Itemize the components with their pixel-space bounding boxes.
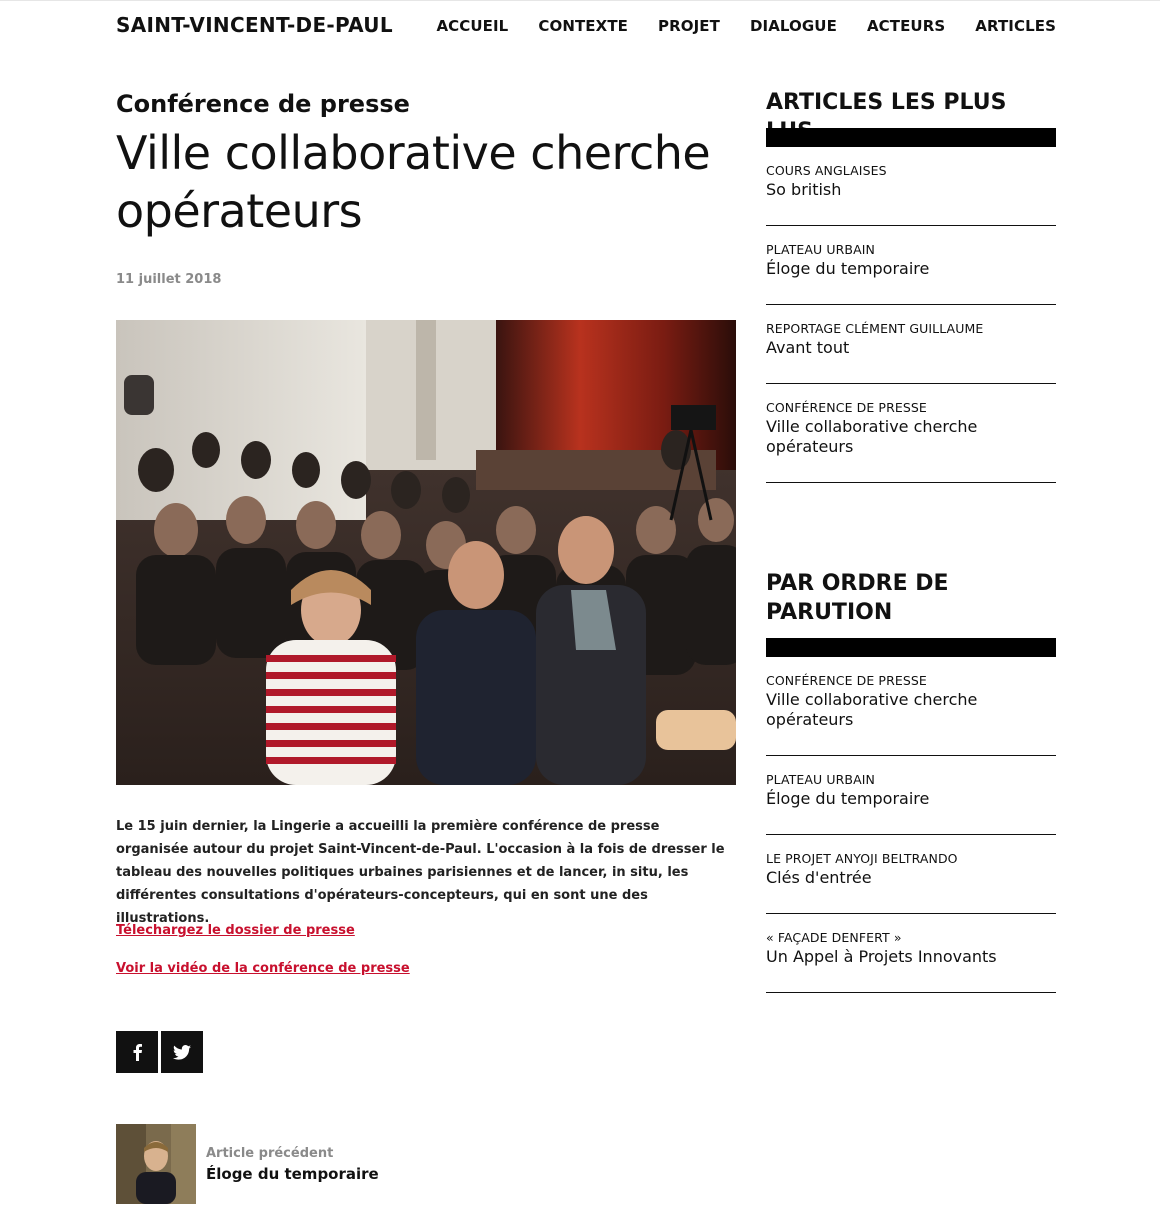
list-item[interactable] [766, 835, 1056, 914]
article-title: Ville collaborative cherche opérateurs [116, 126, 711, 238]
list-item[interactable] [766, 226, 1056, 305]
list-item-title[interactable]: Avant tout [766, 338, 850, 357]
list-item-category: CONFÉRENCE DE PRESSE [766, 673, 927, 688]
popular-heading-bar [766, 128, 1056, 147]
nav-item-dialogue[interactable]: DIALOGUE [749, 17, 837, 35]
previous-article-title[interactable]: Éloge du temporaire [206, 1165, 379, 1183]
list-item-category: « FAÇADE DENFERT » [766, 930, 902, 945]
list-item[interactable] [766, 384, 1056, 483]
nav-item-articles[interactable]: ARTICLES [975, 17, 1056, 35]
list-item-title[interactable]: Ville collaborative cherche opérateurs [766, 690, 978, 729]
nav-item-accueil[interactable]: ACCUEIL [436, 17, 509, 35]
article-photo [116, 320, 736, 785]
list-item-title[interactable]: Éloge du temporaire [766, 789, 930, 808]
list-item-title[interactable]: Clés d'entrée [766, 868, 872, 887]
nav-item-acteurs[interactable]: ACTEURS [866, 17, 946, 35]
nav-item-projet[interactable]: PROJET [658, 17, 720, 35]
article-body: Le 15 juin dernier, la Lingerie a accueilli la première conférence de presse organisée autour du projet Saint-Vincent-de-Paul. L'occasion à la fois de dresser le tableau des nouvelles politiques urbaines parisiennes et de lancer, in situ, les différentes consultations d'opérateurs-concepteurs, qui en sont une des illustrations. [116, 819, 725, 926]
list-item-category: PLATEAU URBAIN [766, 242, 875, 257]
press-video-link[interactable]: Voir la vidéo de la conférence de presse [116, 961, 410, 976]
list-item-title[interactable]: Ville collaborative cherche opérateurs [766, 417, 978, 456]
list-item-title[interactable]: Éloge du temporaire [766, 259, 930, 278]
list-item[interactable] [766, 657, 1056, 756]
chronological-articles-heading: PAR ORDRE DE PARUTION [766, 571, 949, 625]
popular-articles-heading: ARTICLES LES PLUS [766, 90, 1007, 115]
previous-article-label: Article précédent [206, 1146, 334, 1161]
facebook-icon [130, 1043, 144, 1061]
list-item-category: COURS ANGLAISES [766, 163, 887, 178]
twitter-icon [173, 1045, 191, 1060]
previous-article-thumbnail[interactable] [116, 1124, 196, 1204]
chronological-heading-bar [766, 638, 1056, 657]
press-kit-link[interactable]: Télechargez le dossier de presse [116, 923, 355, 938]
list-item-category: CONFÉRENCE DE PRESSE [766, 400, 927, 415]
list-item-category: PLATEAU URBAIN [766, 772, 875, 787]
site-logo[interactable]: SAINT-VINCENT-DE-PAUL [116, 13, 393, 37]
list-item-category: LE PROJET ANYOJI BELTRANDO [766, 851, 958, 866]
main-nav [436, 17, 1056, 35]
list-item[interactable] [766, 756, 1056, 835]
top-border [0, 0, 1160, 1]
article-date: 11 juillet 2018 [116, 272, 222, 287]
facebook-share-button[interactable] [116, 1031, 158, 1073]
chronological-articles-list [766, 657, 1056, 993]
list-item-category: REPORTAGE CLÉMENT GUILLAUME [766, 321, 984, 336]
list-item-title[interactable]: Un Appel à Projets Innovants [766, 947, 997, 966]
twitter-share-button[interactable] [161, 1031, 203, 1073]
list-item-title[interactable]: So british [766, 180, 842, 199]
popular-articles-list [766, 147, 1056, 483]
article-kicker: Conférence de presse [116, 90, 410, 118]
nav-item-contexte[interactable]: CONTEXTE [538, 17, 628, 35]
list-item[interactable] [766, 147, 1056, 226]
list-item[interactable] [766, 914, 1056, 993]
share-buttons [116, 1031, 203, 1073]
list-item[interactable] [766, 305, 1056, 384]
